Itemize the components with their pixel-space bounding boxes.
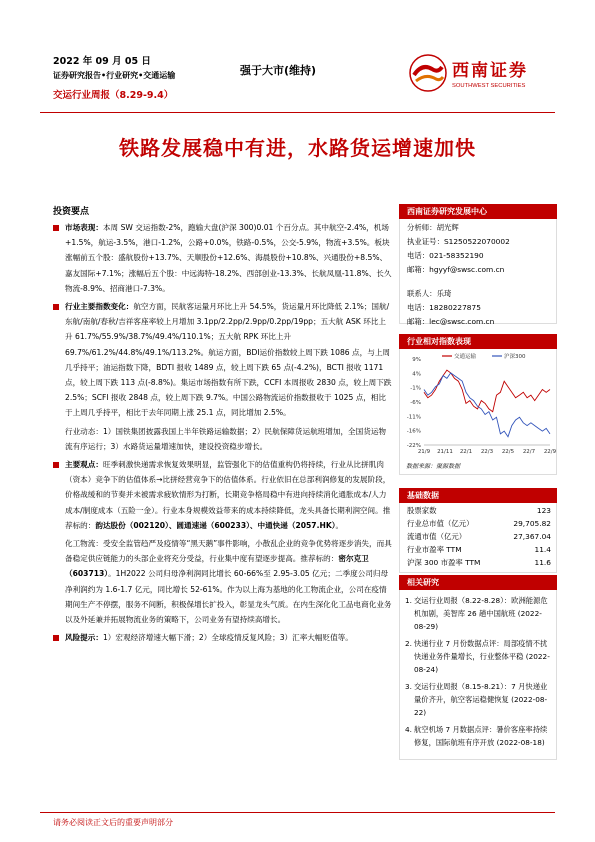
key-data-label: 沪深 300 市盈率 TTM bbox=[407, 558, 481, 567]
related-report-item[interactable] bbox=[400, 723, 556, 749]
paragraph-views bbox=[53, 457, 393, 533]
analyst-license: 执业证号：S1250522070002 bbox=[407, 237, 510, 246]
report-type: 证券研究报告•行业研究•交通运输 bbox=[53, 71, 176, 80]
contact-phone: 电话：18280227875 bbox=[407, 303, 481, 312]
x-tick-label: 22/3 bbox=[480, 449, 494, 455]
key-data-value: 27,367.04 bbox=[513, 532, 551, 541]
y-tick-label: 4% bbox=[412, 371, 421, 378]
report-title-link[interactable]: 交运行业周报（8.22-8.28）：欧洲能源危机加剧，美智库 26 趟中国航班 (2022-08-29) bbox=[414, 596, 548, 631]
chart-panel-header: 行业相对指数表现 bbox=[399, 334, 557, 349]
report-number: 1. bbox=[405, 596, 412, 605]
recommended-stocks: 密尔克卫（603713） bbox=[65, 554, 369, 579]
paragraph-text: 化工物流：受安全监管趋严及疫情等“黑天鹅”事件影响，小散乱企业的竞争优势将逐步消失，而具备稳定供应链能力的头部企业将充分受益，行业集中度有望逐步提高。推荐标的： bbox=[65, 539, 392, 564]
analyst-phone: 电话：021-58352190 bbox=[407, 251, 484, 260]
key-data-label: 流通市值（亿元） bbox=[407, 532, 467, 541]
series-line-hs300 bbox=[424, 373, 550, 437]
header-divider bbox=[40, 112, 555, 113]
key-data-label: 行业市盈率 TTM bbox=[407, 545, 462, 554]
paragraph-indices bbox=[53, 299, 393, 421]
analyst-email[interactable]: 邮箱：hgyyf@swsc.com.cn bbox=[407, 265, 505, 274]
analyst-name: 分析师：胡光辉 bbox=[407, 223, 459, 232]
key-data-label: 行业总市值（亿元） bbox=[407, 519, 474, 528]
key-data-value: 29,705.82 bbox=[513, 519, 551, 528]
key-data-table bbox=[399, 503, 557, 573]
chart-source: 数据来源：聚源数据 bbox=[406, 463, 461, 470]
paragraph-text: 旺季刺激快递需求恢复效果明显，监管强化下的估值重构仍将持续，行业从比拼肌肉（资本）竞争下的估值体系→比拼经营竞争下的估值体系。行业依旧在总部利润修复的发展阶段，价格战缓和的节奏并未被需求疲软情形为打断，长期竞争格局稳中有进向持续消化通胀成本/人力成本/制度成本（五险一金）。行业本身规模效益带来的成本持续降低，龙头具备长期利润空间。推荐标的： bbox=[65, 460, 391, 530]
report-title-link[interactable]: 交运行业周报（8.15-8.21）：7 月快递业量价齐升，航空客运稳健恢复 (2022-08-22) bbox=[414, 682, 548, 717]
x-tick-label: 22/9 bbox=[543, 449, 556, 455]
legend-label: 交通运输 bbox=[454, 354, 477, 360]
report-number: 2. bbox=[405, 639, 412, 648]
key-data-row bbox=[400, 556, 556, 569]
key-data-row bbox=[400, 504, 556, 517]
recommended-stocks: 韵达股份（002120）、圆通速递（600233）、中通快递（2057.HK） bbox=[95, 520, 336, 530]
paragraph-lead: 风险提示： bbox=[65, 633, 103, 643]
footer-divider bbox=[40, 812, 555, 813]
report-date: 2022 年 09 月 05 日 bbox=[53, 56, 151, 67]
analyst-panel-header: 西南证券研究发展中心 bbox=[399, 204, 557, 219]
y-tick-label: -6% bbox=[410, 400, 421, 406]
report-title-link[interactable]: 航空机场 7 月数据点评：暑价客座率持续修复，国际航班有序开放 (2022-08-18) bbox=[414, 725, 548, 747]
paragraph-lead: 主要观点： bbox=[65, 460, 103, 470]
paragraph-dynamics bbox=[53, 424, 393, 454]
spacer bbox=[400, 277, 556, 287]
paragraph-risk bbox=[53, 630, 393, 645]
paragraph-chemical bbox=[53, 536, 393, 627]
industry-rating: 强于大市(维持) bbox=[240, 64, 317, 77]
y-tick-label: -11% bbox=[406, 414, 421, 421]
bullet-icon bbox=[53, 462, 59, 468]
key-data-row bbox=[400, 530, 556, 543]
main-content bbox=[53, 220, 393, 648]
x-tick-label: 21/11 bbox=[437, 449, 453, 455]
paragraph-lead: 市场表现： bbox=[65, 223, 103, 232]
key-data-row bbox=[400, 543, 556, 556]
paragraph-market bbox=[53, 220, 393, 296]
relative-index-chart bbox=[400, 349, 556, 457]
paragraph-tail: 。1H2022 公司归母净利润同比增长 60-66%至 2.95-3.05 亿元；二季度公司归母净利润约为 1.6-1.7 亿元，同比增长 52-61%。作为以上海为基地的化工物流企业，公司在疫情期间生产不停摆，服务不间断，积极保增长扩投入，彰显龙头气质。在内生深化化工品电商化业务以及外延兼并拓展物流业务的策略下，公司业务有望持续高增长。 bbox=[65, 569, 392, 625]
logo-text-cn: 西南证券 bbox=[452, 61, 528, 81]
disclaimer-notice[interactable]: 请务必阅读正文后的重要声明部分 bbox=[53, 818, 173, 827]
chart-panel bbox=[399, 349, 557, 475]
related-report-item[interactable] bbox=[400, 637, 556, 676]
related-report-item[interactable] bbox=[400, 594, 556, 633]
x-tick-label: 22/1 bbox=[459, 449, 473, 455]
report-title: 铁路发展稳中有进，水路货运增速加快 bbox=[119, 136, 476, 160]
bullet-icon bbox=[53, 225, 59, 231]
y-tick-label: -22% bbox=[406, 443, 421, 449]
related-report-item[interactable] bbox=[400, 680, 556, 719]
paragraph-text: 行业动态：1）国铁集团披露我国上半年铁路运输数据；2）民航保障货运航班增加，全国货运物流有序运行；3）水路货运量增速加快，建设投资稳步增长。 bbox=[65, 426, 387, 451]
paragraph-text: 本周 SW 交运指数-2%，跑输大盘(沪深 300)0.01 个百分点。其中航空-2.4%，机场+1.5%，航运-3.5%，港口-1.2%，公路+0.0%，铁路-0.5%，公交-5.9%，物流+3.5%。板块涨幅前五个股：盛航股份+13.7%、天顺股份+12.6%、海晨股份+10.8%、兴通股份+8.5%、嘉友国际+7.1%；涨幅后五个股：中远海特-18.2%、西部创业-13.3%、长航凤凰-11.8%、长久物流-8.9%、招商港口-7.3%。 bbox=[65, 223, 392, 293]
key-data-header: 基础数据 bbox=[399, 488, 557, 503]
key-data-value: 123 bbox=[536, 506, 551, 515]
y-tick-label: -1% bbox=[410, 385, 421, 392]
related-reports-header: 相关研究 bbox=[399, 575, 557, 590]
report-number: 3. bbox=[405, 682, 412, 691]
report-title-link[interactable]: 快递行业 7 月份数据点评：局部疫情不扰快递业务件量增长，行业整体平稳 (2022-08-24) bbox=[414, 639, 550, 674]
related-reports-list bbox=[399, 590, 557, 760]
company-logo-icon bbox=[408, 53, 448, 93]
analyst-panel bbox=[399, 219, 557, 324]
bullet-icon bbox=[53, 635, 59, 641]
paragraph-lead: 行业主要指数变化： bbox=[65, 302, 134, 312]
logo-text-en: SOUTHWEST SECURITIES bbox=[452, 83, 526, 89]
legend-label: 沪深300 bbox=[504, 354, 526, 360]
x-tick-label: 22/7 bbox=[522, 449, 536, 455]
contact-email[interactable]: 邮箱：lec@swsc.com.cn bbox=[407, 317, 495, 326]
y-tick-label: 9% bbox=[412, 357, 421, 363]
key-data-label: 股票家数 bbox=[407, 506, 437, 515]
key-data-value: 11.6 bbox=[534, 558, 551, 567]
contact-name: 联系人：乐琦 bbox=[407, 289, 452, 298]
y-tick-label: -16% bbox=[406, 428, 421, 435]
bullet-icon bbox=[53, 304, 59, 310]
paragraph-text: 1）宏观经济增速大幅下滑；2）全球疫情反复风险；3）汇率大幅贬值等。 bbox=[102, 633, 353, 643]
key-data-value: 11.4 bbox=[534, 545, 551, 554]
x-tick-label: 21/9 bbox=[417, 449, 431, 455]
paragraph-text: 航空方面，民航客运量月环比上升 54.5%，货运量月环比降低 2.1%；国航/东航/南航/春秋/吉祥客座率较上月增加 3.1pp/2.2pp/2.9pp/0.2pp/19pp；五大航 ASK 环比上升 61.7%/55.9%/38.7%/49.4%/110.1%；五大航 RPK 环比上升 69.7%/61.2%/44.8%/49.1%/113.2%。航运方面，BDI运价指数较上周下跌 1086 点，与上周几乎持平；油运指数下降，BDTI 报收 1489 点，较上周下跌 65 点(-4.2%)，BCTI 报收 1171 点，较上周下跌 113 点(-8.8%)。集运市场指数有所下跌，CCFI 本周报收 2830 点，较上周下跌 2.5%；SCFI 报收 2848 点，较上周下跌 9.7%。中国公路物流运价指数报收于 1025 点，相比于上周几乎持平，相比于去年同期上涨 25.1 点，同比增加 2.5%。 bbox=[65, 302, 392, 418]
section-title: 投资要点 bbox=[53, 207, 90, 217]
paragraph-tail: 。 bbox=[335, 520, 344, 530]
x-tick-label: 22/5 bbox=[501, 449, 515, 455]
key-data-row bbox=[400, 517, 556, 530]
report-series: 交运行业周报（8.29-9.4） bbox=[53, 90, 174, 101]
report-number: 4. bbox=[405, 725, 412, 734]
